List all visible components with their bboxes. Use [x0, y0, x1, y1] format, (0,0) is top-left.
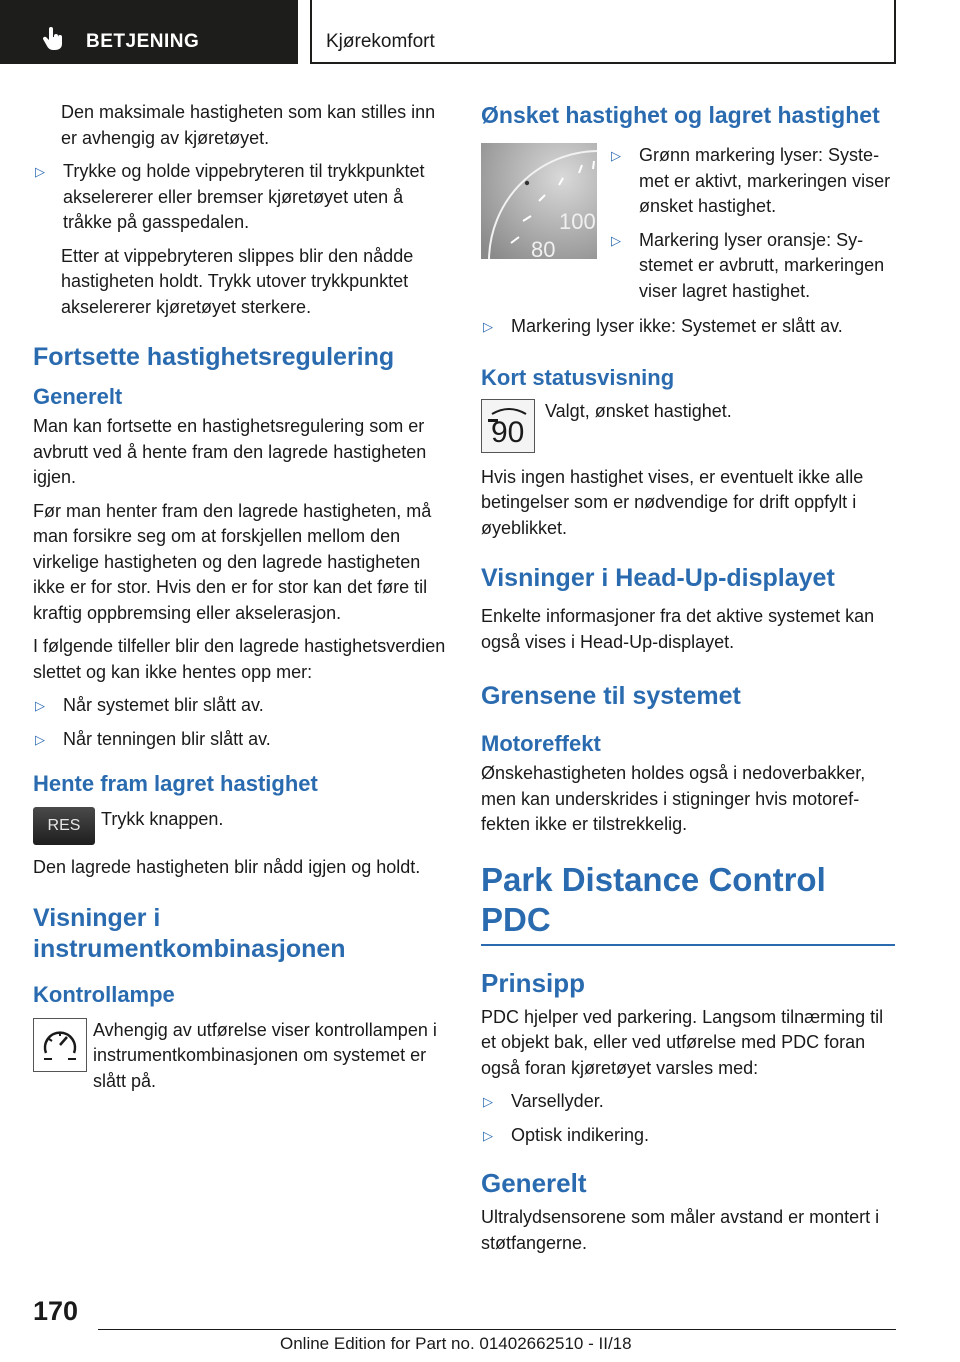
heading-prinsipp: Prinsipp — [481, 967, 586, 998]
list-item — [609, 143, 895, 220]
heading-fortsette: Fortsette hastighetsregulering — [33, 343, 395, 371]
list-item — [33, 159, 447, 236]
list-item-text: Grønn markering lyser: Systemet er aktivt, markeringen viser ønsket hastighet. — [639, 145, 891, 216]
gauge-legend — [609, 143, 895, 312]
right-column — [481, 102, 895, 1264]
heading-generelt-pdc: Generelt — [481, 1168, 587, 1198]
heading-visninger: Visninger i instrumentkombinasjonen — [33, 903, 346, 963]
list-item — [609, 228, 895, 305]
triangle-bullet-icon: ▷ — [483, 1127, 493, 1143]
left-column — [33, 100, 447, 1104]
paragraph: PDC hjelper ved parkering. Langsom tilnærming til et objekt bak, eller ved utførelse med PDC foran også foran kjøretøyet varsles med: — [481, 1006, 884, 1078]
status-row — [481, 399, 895, 453]
speedometer-indicator-icon — [33, 1018, 87, 1072]
paragraph: Ultralydsensorene som måler avstand er montert i støtfangerne. — [481, 1207, 880, 1253]
edition-note: Online Edition for Part no. 01402662510 - II/18 — [280, 1334, 632, 1353]
paragraph: Før man henter fram den lagrede hastigheten, må man forsikre seg om at forskjellen mellom den virkelige hastigheten og den lagrede hastigheten ikke er for stor. Hvis den er for stor kan det føre til kraftig oppbremsing eller akselerasjon. — [33, 500, 432, 623]
list-item — [481, 1089, 895, 1115]
status-text: Valgt, ønsket hastighet. — [545, 400, 732, 421]
section-tab — [0, 0, 298, 64]
page-header — [310, 0, 896, 64]
list-item-text: Varsellyder. — [511, 1091, 604, 1111]
page-number: 170 — [33, 1296, 79, 1326]
svg-text:80: 80 — [531, 237, 556, 259]
list-item-text: Markering lyser oransje: Systemet er avbrutt, markeringen viser lagret hastighet. — [639, 229, 885, 301]
triangle-bullet-icon: ▷ — [483, 319, 493, 334]
list-item-text: Markering lyser ikke: Systemet er slått av. — [511, 316, 843, 336]
speed-status-icon: 90 — [481, 399, 535, 453]
paragraph: Man kan fortsette en hastighetsregulering som er avbrutt ved å hente fram den lagrede hastigheten igjen. — [33, 416, 427, 487]
triangle-bullet-icon: ▷ — [35, 698, 45, 713]
list-item-text: Optisk indikering. — [511, 1124, 650, 1145]
list-item-text: Når tenningen blir slått av. — [63, 728, 271, 749]
paragraph: Den lagrede hastigheten blir nådd igjen og holdt. — [33, 857, 421, 877]
list-item — [33, 693, 447, 719]
kontrollampe-row — [33, 1018, 447, 1095]
res-button-icon: RES — [33, 807, 95, 845]
list-item-text: Trykke og holde vippebryteren til trykkpunktet akselererer eller bremser kjøretøyet uten å tråkke på gasspedalen. — [63, 161, 425, 232]
list-item — [481, 314, 895, 340]
paragraph: Hvis ingen hastighet vises, er eventuelt ikke alle betingelser som er nødvendige for drift oppfylt i øyeblikket. — [481, 466, 864, 538]
heading-kort-status: Kort statusvisning — [481, 364, 675, 390]
list-item — [33, 727, 447, 753]
paragraph: Enkelte informasjoner fra det aktive systemet kan også vises i Head-Up-displayet. — [481, 606, 875, 652]
heading-hente: Hente fram lagret hastighet — [33, 771, 318, 796]
heading-kontrollampe: Kontrollampe — [33, 981, 175, 1007]
triangle-bullet-icon: ▷ — [35, 731, 45, 747]
svg-text:100: 100 — [559, 209, 596, 234]
paragraph: I følgende tilfeller blir den lagrede hastighetsverdien slettet og kan ikke hentes opp mer: — [33, 636, 446, 682]
list-item — [481, 1123, 895, 1149]
triangle-bullet-icon: ▷ — [611, 232, 621, 248]
paragraph: Etter at vippebryteren slippes blir den nådde hastigheten holdt. Trykk utover trykkpunktet akselererer kjøretøyet sterkere. — [61, 245, 414, 317]
hand-pointer-icon — [40, 26, 66, 52]
speedometer-gauge-image — [481, 143, 597, 259]
heading-park-distance: Park Distance Control PDC — [481, 860, 895, 946]
page-title: Kjørekomfort — [326, 31, 435, 52]
heading-grensene: Grensene til systemet — [481, 682, 741, 710]
triangle-bullet-icon: ▷ — [483, 1094, 493, 1109]
footer-divider — [98, 1329, 896, 1330]
paragraph: Den maksimale hastigheten som kan stilles inn er avhengig av kjøretøyet. — [61, 102, 436, 148]
res-instruction — [33, 807, 447, 845]
heading-onsket: Ønsket hastighet og lagret hastighet — [481, 102, 880, 128]
triangle-bullet-icon: ▷ — [35, 164, 45, 179]
heading-head-up: Visninger i Head-Up-displayet — [481, 564, 835, 592]
heading-generelt: Generelt — [33, 384, 123, 409]
kontrollampe-text: Avhengig av utførelse viser kontrollampen i instrumentkombinasjonen om systemet er slått på. — [93, 1019, 437, 1091]
res-instruction-text: Trykk knappen. — [101, 809, 224, 829]
triangle-bullet-icon: ▷ — [611, 148, 621, 163]
list-item-text: Når systemet blir slått av. — [63, 695, 264, 715]
heading-motoreffekt: Motoreffekt — [481, 731, 601, 756]
paragraph: Ønskehastigheten holdes også i nedoverbakker, men kan underskrides i stigninger hvis motoreffekten ikke er tilstrekkelig. — [481, 763, 866, 834]
section-label: BETJENING — [86, 31, 200, 52]
gauge-section — [481, 143, 895, 312]
